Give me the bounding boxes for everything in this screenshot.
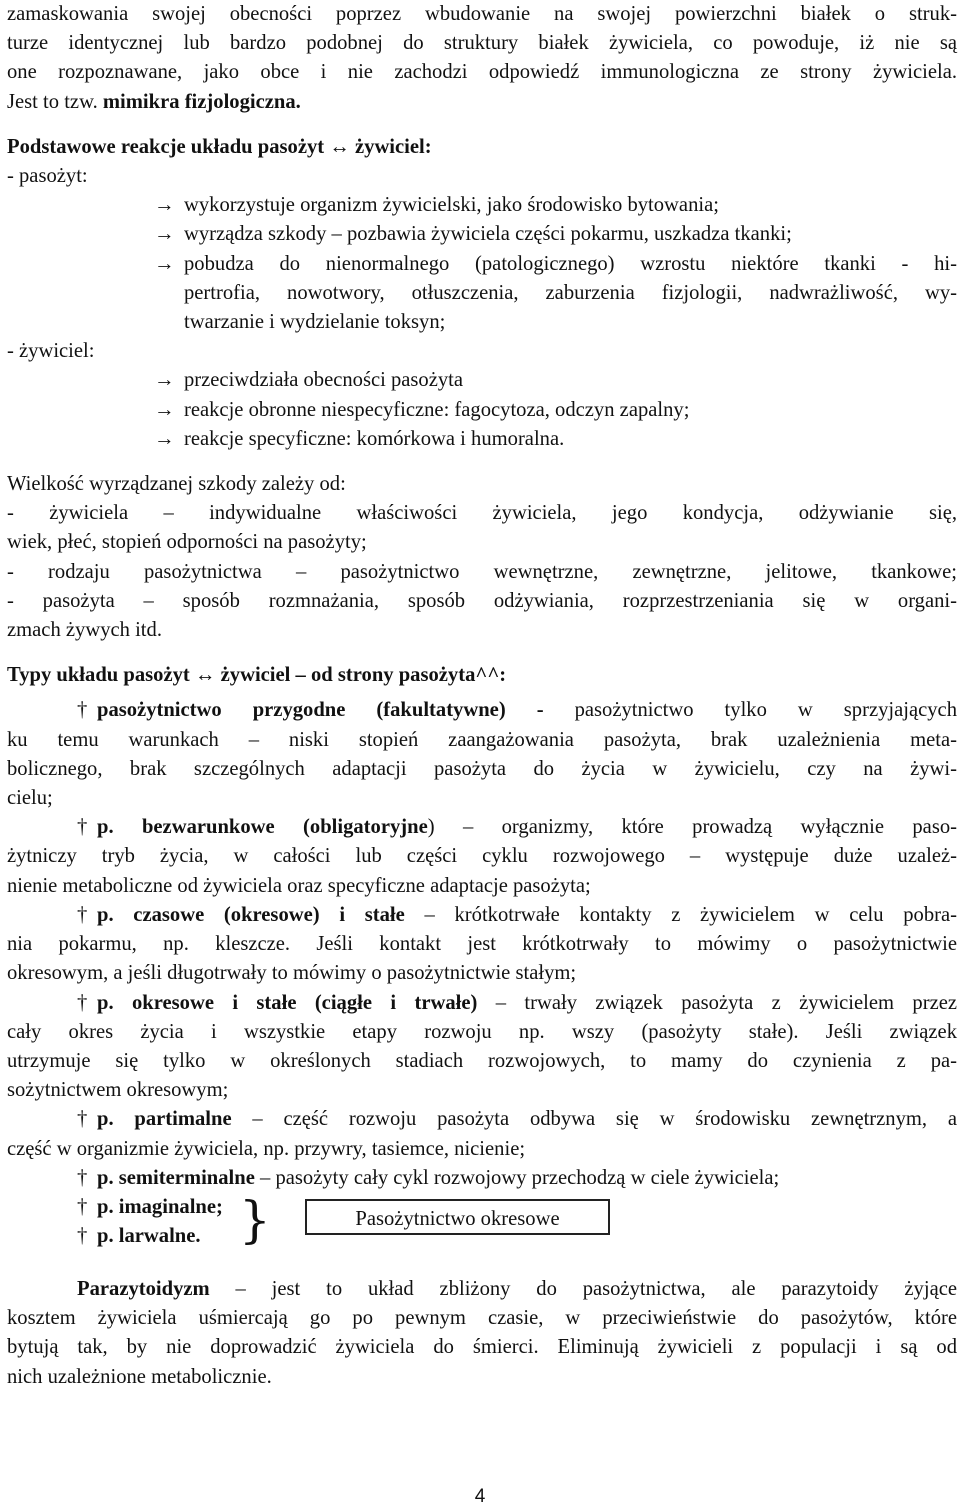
term: p. imaginalne; [97,1195,223,1218]
text-line: - żywiciela – indywidualne właściwości żywiciela, jego kondycja, odżywianie się, [7,502,957,525]
section-heading: Wielkość wyrządzanej szkody zależy od: [7,473,346,496]
term-parasitoid: Parazytoidyzm [77,1277,210,1300]
text-line: pertrofia, nowotwory, otłuszczenia, zaburzenia fizjologii, nadwrażliwość, wy- [184,281,957,304]
term-mimikra: mimikra fizjologiczna. [102,90,301,113]
text-line [7,1275,957,1304]
intro-paragraph [7,0,957,117]
term: p. bezwarunkowe (obligatoryjne [97,816,428,839]
text-line: okresowym, a jeśli długotrwały to mówimy o pasożytnictwie stałym; [7,962,577,985]
parasite-label: - pasożyt: [7,165,88,188]
text-line [7,88,957,117]
text-line: turze identycznej lub bardzo podobnej do struktury białek żywiciela, co powoduje, iż nie są [7,32,957,55]
heading-text: Podstawowe reakcje układu pasożyt ↔ żywiciel: [7,135,432,158]
text-line: wiek, płeć, stopień odporności na pasożyty; [7,531,367,554]
arrow-right-icon: → [154,427,175,450]
item-text: pasożytnictwo tylko w sprzyjających [543,699,957,722]
item-text: pobudza do nienormalnego (patologicznego) wzrostu niektóre tkanki - hi- [184,252,957,275]
item-text: reakcje specyficzne: komórkowa i humoralna. [184,427,565,450]
term: p. czasowe (okresowe) i stałe [97,903,405,926]
term: p. okresowe i stałe (ciągłe i trwałe) [97,991,478,1014]
text-line: cały okres życia i wszystkie etapy rozwoju np. wszy (pasożyty stałe). Jeśli związek [7,1020,957,1043]
periodic-group [7,1190,957,1253]
text-line: - rodzaju pasożytnictwa – pasożytnictwo wewnętrzne, zewnętrzne, jelitowe, tkankowe; [7,560,957,583]
section-heading [7,133,957,162]
text-line: utrzymuje się tylko w określonych stadiach rozwojowych, to mamy do czynienia z pa- [7,1049,957,1072]
heading-text: Typy układu pasożyt ↔ żywiciel – od strony pasożyta^^: [7,664,507,687]
section-heading [7,661,957,690]
curly-brace-icon: } [239,1190,271,1249]
damage-section [7,470,957,645]
arrow-right-icon: → [154,194,175,217]
item-text: wyrządza szkody – pozbawia żywiciela części pokarmu, uszkadza tkanki; [184,223,792,246]
text-line: kosztem żywiciela uśmiercają go po pewnym czasie, w przeciwieństwie do pasożytów, które [7,1307,957,1330]
item-text: – pasożyty cały cykl rozwojowy przechodzą w ciele żywiciela; [254,1166,780,1189]
dagger-icon: † [77,1195,88,1218]
list-item [7,250,957,279]
list-item [7,396,957,425]
periodic-parasitism-box: Pasożytnictwo okresowe [305,1199,610,1235]
item-text: ) – organizmy, które prowadzą wyłącznie paso- [427,816,957,839]
text-line: one rozpoznawane, jako obce i nie zachodzi odpowiedź immunologiczna ze strony żywiciela. [7,61,957,84]
item-text: – jest to układ zbliżony do pasożytnictwa, ale parazytoidy żyjące [209,1277,957,1300]
text-line: nia pokarmu, np. kleszcze. Jeśli kontakt jest krótkotrwały to mówimy o pasożytnictwie [7,933,957,956]
page-number: 4 [474,1486,486,1507]
list-item [77,1222,223,1251]
text-line: ku temu warunkach – niski stopień zaangażowania pasożyta, brak uzależnienia meta- [7,728,957,751]
item-text: przeciwdziała obecności pasożyta [184,369,464,392]
parasitoid-paragraph [7,1275,957,1392]
dagger-icon: † [77,1166,88,1189]
text-line: sożytnictwem okresowym; [7,1079,229,1102]
periodic-items [77,1193,223,1251]
text-line: twarzanie i wydzielanie toksyn; [184,311,446,334]
item-text: reakcje obronne niespecyficzne: fagocytoza, odczyn zapalny; [184,398,690,421]
text-line: bytują tak, by nie doprowadzić żywiciela do śmierci. Eliminują żywicieli z populacji i są od [7,1336,957,1359]
dagger-icon: † [77,1225,88,1248]
text-line: żytniczy tryb życia, w całości lub części cyklu rozwojowego – występuje duże uzależ- [7,845,957,868]
list-item [7,696,957,725]
arrow-right-icon: → [154,369,175,392]
text-line: część w organizmie żywiciela, np. przywry, tasiemce, nicienie; [7,1137,526,1160]
list-item [7,425,957,454]
reactions-section [7,133,957,454]
types-section [7,661,957,1253]
text-line: nienie metaboliczne od żywiciela oraz specyficzne adaptacje pasożyta; [7,874,591,897]
item-text: – krótkotrwałe kontakty z żywicielem w celu pobra- [404,903,957,926]
list-item [7,366,957,395]
text-line: zamaskowania swojej obecności poprzez wbudowanie na swojej powierzchni białek o struk- [7,3,957,25]
text-line: cielu; [7,787,53,810]
text-line: - pasożyta – sposób rozmnażania, sposób odżywiania, rozprzestrzeniania się w organi- [7,589,957,612]
item-text: – trwały związek pasożyta z żywicielem przez [477,991,958,1014]
term: p. partimalne [97,1108,232,1131]
list-item [7,1105,957,1134]
arrow-right-icon: → [154,223,175,246]
text-line: zmach żywych itd. [7,619,162,642]
list-item [7,813,957,842]
dagger-icon: † [77,699,88,722]
text-line: bolicznego, brak szczególnych adaptacji pasożyta do życia w żywicielu, czy na żywi- [7,757,957,780]
dagger-icon: † [77,816,88,839]
dagger-icon: † [77,903,88,926]
item-text: wykorzystuje organizm żywicielski, jako środowisko bytowania; [184,194,719,217]
list-item [7,901,957,930]
list-item [7,1164,957,1193]
list-item [7,191,957,220]
list-item [7,989,957,1018]
term: p. larwalne. [97,1225,201,1248]
list-item [77,1193,223,1222]
document-page [7,0,957,1392]
item-text: – część rozwoju pasożyta odbywa się w środowisku zewnętrznym, a [231,1108,957,1131]
dagger-icon: † [77,991,88,1014]
list-item [7,220,957,249]
arrow-right-icon: → [154,252,175,275]
term: pasożytnictwo przygodne (fakultatywne) - [97,699,544,722]
arrow-right-icon: → [154,398,175,421]
host-label: - żywiciel: [7,340,95,363]
text-span: Jest to tzw. [7,90,103,113]
term: p. semiterminalne [97,1166,255,1189]
dagger-icon: † [77,1108,88,1131]
text-line: nich uzależnione metabolicznie. [7,1365,272,1388]
